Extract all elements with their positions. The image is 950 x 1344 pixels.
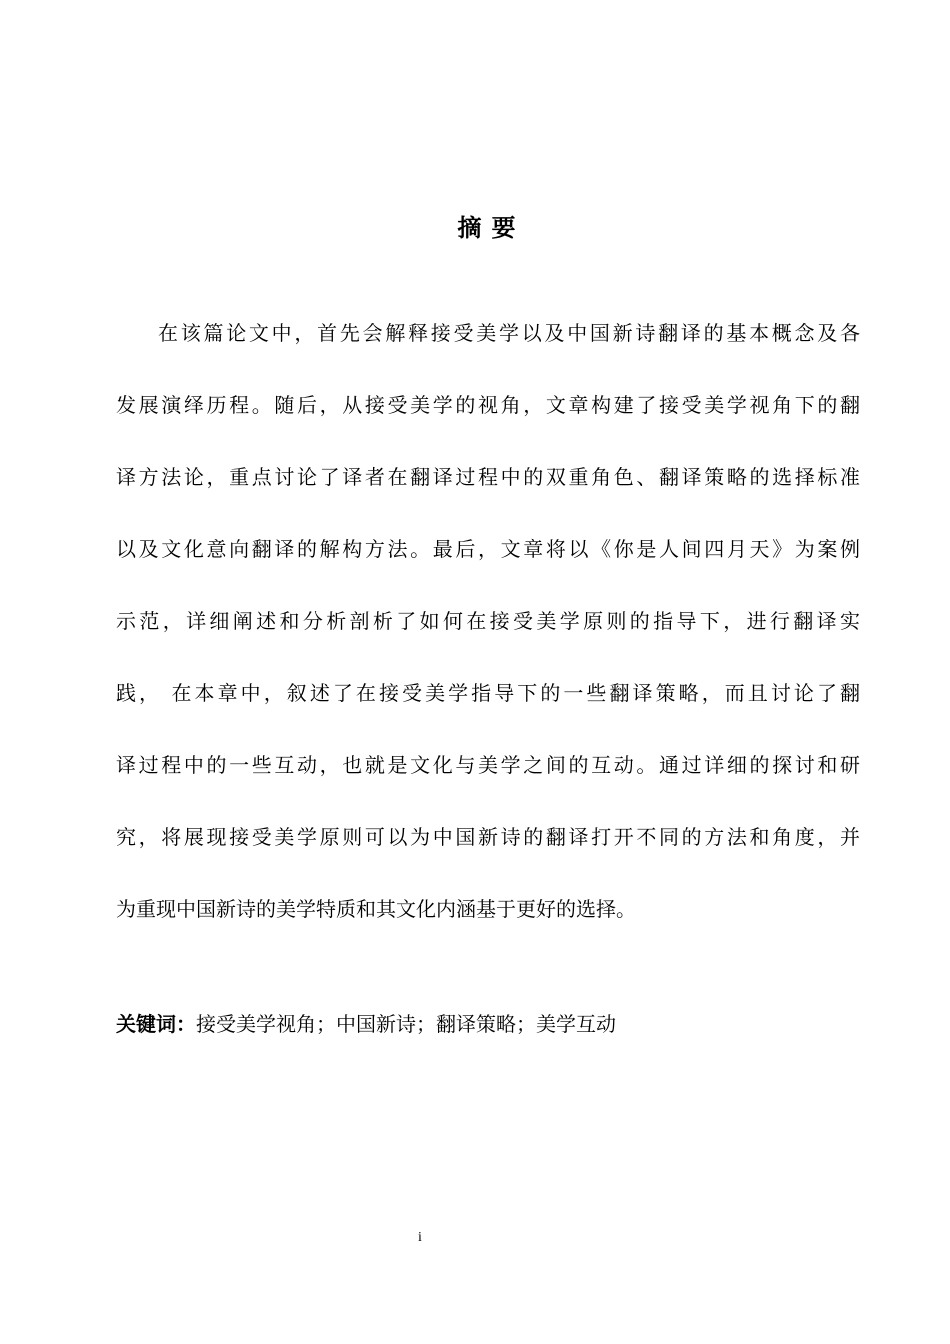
abstract-line-5: 示范，详细阐述和分析剖析了如何在接受美学原则的指导下，进行翻译实 [116,609,860,633]
abstract-line-9: 为重现中国新诗的美学特质和其文化内涵基于更好的选择。 [116,897,636,921]
abstract-title-char-1: 摘 [457,214,482,242]
abstract-line-4: 以及文化意向翻译的解构方法。最后，文章将以《你是人间四月天》为案例 [116,537,860,561]
abstract-body [116,309,860,957]
abstract-line-1: 在该篇论文中，首先会解释接受美学以及中国新诗翻译的基本概念及各 [158,321,860,345]
abstract-line-3: 译方法论，重点讨论了译者在翻译过程中的双重角色、翻译策略的选择标准 [116,465,860,489]
page-number: i [418,1230,422,1245]
abstract-title-char-2: 要 [491,214,516,242]
keywords-label: 关键词： [116,1012,196,1036]
abstract-line-8: 究，将展现接受美学原则可以为中国新诗的翻译打开不同的方法和角度，并 [116,825,860,849]
abstract-line-7: 译过程中的一些互动，也就是文化与美学之间的互动。通过详细的探讨和研 [116,753,860,777]
keywords-text: 接受美学视角；中国新诗；翻译策略；美学互动 [196,1012,616,1036]
keywords-line [116,1004,616,1044]
abstract-line-2: 发展演绎历程。随后，从接受美学的视角，文章构建了接受美学视角下的翻 [116,393,860,417]
abstract-line-6: 践， 在本章中，叙述了在接受美学指导下的一些翻译策略，而且讨论了翻 [116,681,860,705]
abstract-title [0,208,950,248]
